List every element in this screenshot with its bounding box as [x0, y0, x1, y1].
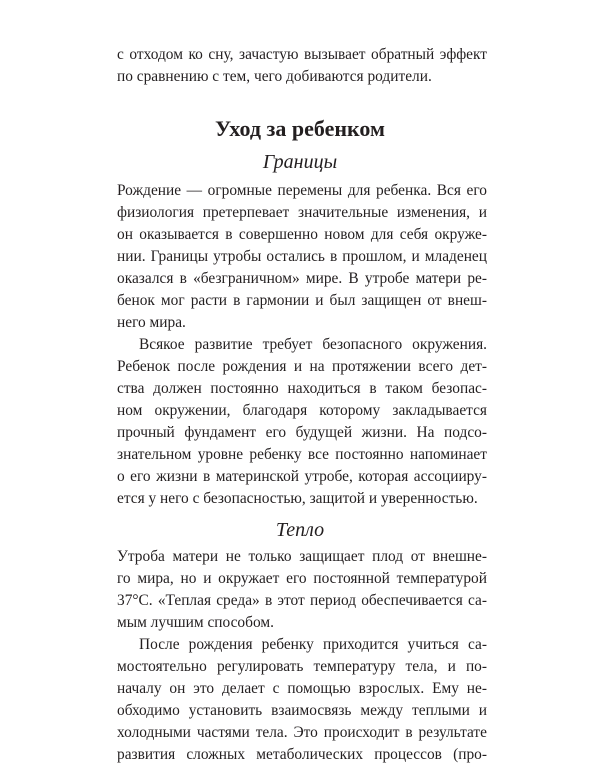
text-line: физиология претерпевает значительные изменения, и — [117, 204, 487, 221]
text-line: о его жизни в материнской утробе, которая ассоцииру- — [117, 468, 487, 485]
text-line: После рождения ребенку приходится учиться са- — [139, 636, 487, 653]
text-line: он оказывается в совершенно новом для себя окруже- — [117, 226, 487, 243]
text-line: началу он это делает с помощью взрослых. Ему не- — [117, 680, 487, 697]
text-line: ном окружении, благодаря которому закладывается — [117, 402, 487, 419]
text-line: Рождение — огромные перемены для ребенка. Вся его — [117, 182, 487, 199]
text-line: с отходом ко сну, зачастую вызывает обратный эффект — [117, 46, 487, 63]
text-line: по сравнению с тем, чего добиваются родители. — [117, 68, 432, 85]
text-line: Всякое развитие требует безопасного окружения. — [139, 336, 487, 353]
text-line: ства должен постоянно находиться в таком безопас- — [117, 380, 487, 397]
text-line: Утроба матери не только защищает плод от внешне- — [117, 548, 487, 565]
text-line: Ребенок после рождения и на протяжении всего дет- — [117, 358, 487, 375]
text-line: знательном уровне ребенку все постоянно напоминает — [117, 446, 487, 463]
section-title-borders: Границы — [262, 151, 338, 173]
text-line: бенок мог расти в гармонии и был защищен от внеш- — [117, 292, 487, 309]
text-line: развития сложных метаболических процессов (про- — [117, 746, 487, 763]
text-line: оказался в «безграничном» мире. В утробе матери ре- — [117, 270, 487, 287]
text-line: нии. Границы утробы остались в прошлом, и младенец — [117, 248, 487, 265]
text-line: обходимо установить взаимосвязь между теплыми и — [117, 702, 487, 719]
text-line: прочный фундамент его будущей жизни. На подсо- — [117, 424, 487, 441]
section-title-warmth: Тепло — [275, 519, 325, 541]
text-line: 37°С. «Теплая среда» в этот период обеспечивается са- — [117, 592, 487, 609]
text-line: го мира, но и окружает его постоянной температурой — [117, 570, 487, 587]
text-line: него мира. — [117, 314, 186, 331]
chapter-title: Уход за ребенком — [215, 116, 385, 141]
text-line: ется у него с безопасностью, защитой и уверенностью. — [117, 490, 478, 507]
text-line: холодными частями тела. Это происходит в результате — [117, 724, 487, 741]
text-line: мым лучшим способом. — [117, 614, 274, 631]
text-line: мостоятельно регулировать температуру тела, и по- — [117, 658, 487, 675]
